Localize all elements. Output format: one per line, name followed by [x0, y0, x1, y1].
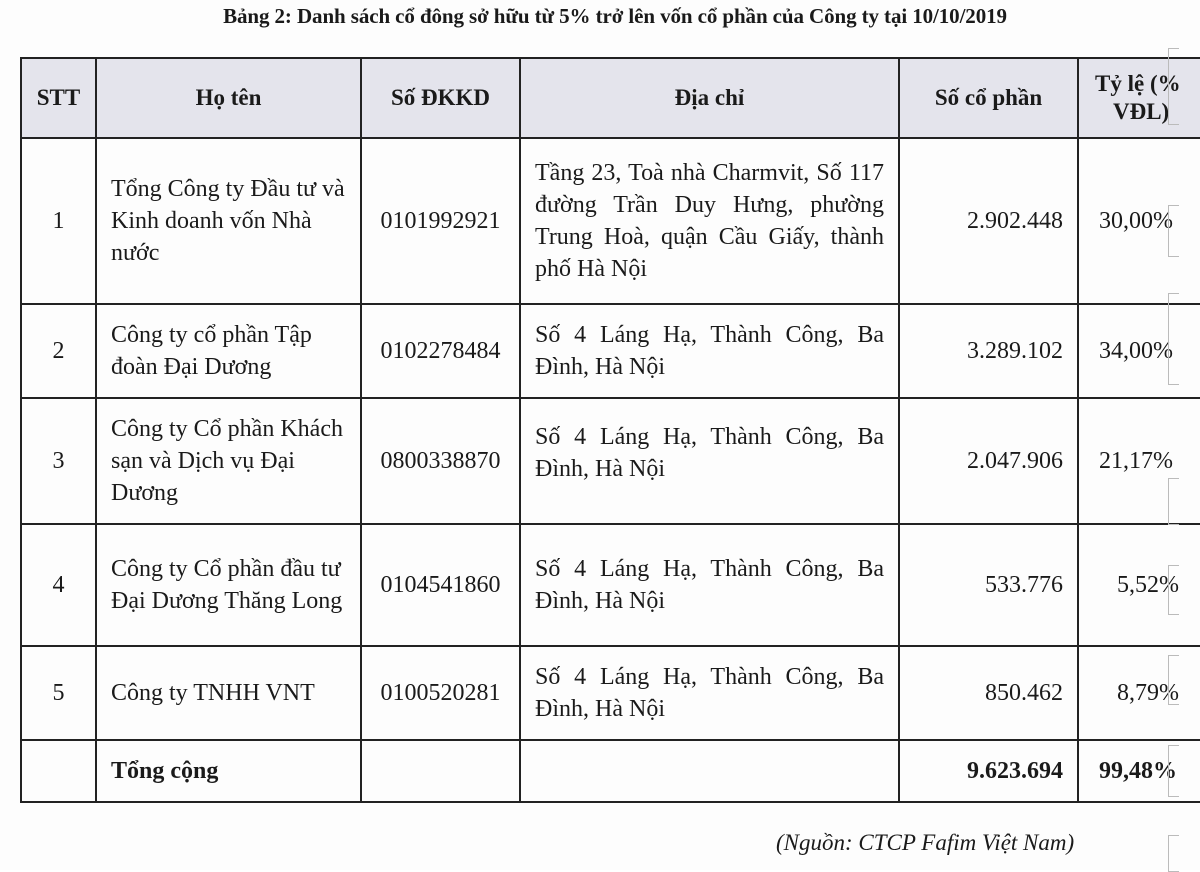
header-shares: Số cổ phần	[899, 58, 1078, 138]
scan-artifact	[1168, 205, 1179, 257]
header-ratio	[1078, 58, 1200, 138]
table-row	[21, 138, 1200, 304]
cell-name: Công ty Cổ phần Khách sạn và Dịch vụ Đại Dương	[96, 398, 361, 524]
cell-reg-no-empty	[361, 740, 520, 802]
cell-name: Công ty TNHH VNT	[96, 646, 361, 740]
cell-address: Số 4 Láng Hạ, Thành Công, Ba Đình, Hà Nội	[520, 398, 899, 524]
cell-stt: 3	[21, 398, 96, 524]
cell-shares: 533.776	[899, 524, 1078, 646]
source-note: (Nguồn: CTCP Fafim Việt Nam)	[776, 830, 1075, 855]
cell-address: Tầng 23, Toà nhà Charmvit, Số 117 đường Trần Duy Hưng, phường Trung Hoà, quận Cầu Giấy, thành phố Hà Nội	[520, 138, 899, 304]
cell-stt: 1	[21, 138, 96, 304]
cell-address: Số 4 Láng Hạ, Thành Công, Ba Đình, Hà Nội	[520, 646, 899, 740]
cell-ratio: 5,52%	[1078, 524, 1200, 646]
cell-name: Công ty Cổ phần đầu tư Đại Dương Thăng Long	[96, 524, 361, 646]
cell-name: Tổng Công ty Đầu tư và Kinh doanh vốn Nhà nước	[96, 138, 361, 304]
scan-artifact	[1168, 478, 1179, 525]
total-label: Tổng cộng	[96, 740, 361, 802]
header-reg-no: Số ĐKKD	[361, 58, 520, 138]
cell-ratio: 30,00%	[1078, 138, 1200, 304]
scan-artifact	[1168, 655, 1179, 705]
scan-artifact	[1168, 745, 1179, 797]
scan-artifact	[1168, 48, 1179, 125]
header-name: Họ tên	[96, 58, 361, 138]
table-title: Bảng 2: Danh sách cổ đông sở hữu từ 5% trở lên vốn cổ phần của Công ty tại 10/10/2019	[223, 4, 1007, 28]
cell-name: Công ty cổ phần Tập đoàn Đại Dương	[96, 304, 361, 398]
cell-address: Số 4 Láng Hạ, Thành Công, Ba Đình, Hà Nội	[520, 524, 899, 646]
header-ratio-line2: VĐL)	[1113, 99, 1170, 124]
total-shares: 9.623.694	[899, 740, 1078, 802]
cell-stt: 5	[21, 646, 96, 740]
cell-address: Số 4 Láng Hạ, Thành Công, Ba Đình, Hà Nội	[520, 304, 899, 398]
table-row	[21, 304, 1200, 398]
table-row	[21, 524, 1200, 646]
scan-artifact	[1168, 835, 1179, 872]
cell-stt: 2	[21, 304, 96, 398]
header-stt: STT	[21, 58, 96, 138]
cell-reg-no: 0104541860	[361, 524, 520, 646]
cell-address-empty	[520, 740, 899, 802]
total-ratio: 99,48%	[1078, 740, 1200, 802]
header-ratio-line1: Tỷ lệ (%	[1095, 71, 1181, 96]
cell-shares: 2.047.906	[899, 398, 1078, 524]
cell-stt-empty	[21, 740, 96, 802]
cell-ratio: 21,17%	[1078, 398, 1200, 524]
scan-artifact	[1168, 293, 1179, 385]
scan-artifact	[1168, 565, 1179, 615]
cell-shares: 850.462	[899, 646, 1078, 740]
cell-shares: 2.902.448	[899, 138, 1078, 304]
shareholders-table	[20, 57, 1200, 803]
table-row	[21, 398, 1200, 524]
cell-reg-no: 0101992921	[361, 138, 520, 304]
cell-shares: 3.289.102	[899, 304, 1078, 398]
table-total-row	[21, 740, 1200, 802]
cell-reg-no: 0100520281	[361, 646, 520, 740]
table-row	[21, 646, 1200, 740]
cell-stt: 4	[21, 524, 96, 646]
table-header-row	[21, 58, 1200, 138]
header-address: Địa chỉ	[520, 58, 899, 138]
cell-ratio: 34,00%	[1078, 304, 1200, 398]
cell-reg-no: 0800338870	[361, 398, 520, 524]
cell-ratio: 8,79%	[1078, 646, 1200, 740]
cell-reg-no: 0102278484	[361, 304, 520, 398]
